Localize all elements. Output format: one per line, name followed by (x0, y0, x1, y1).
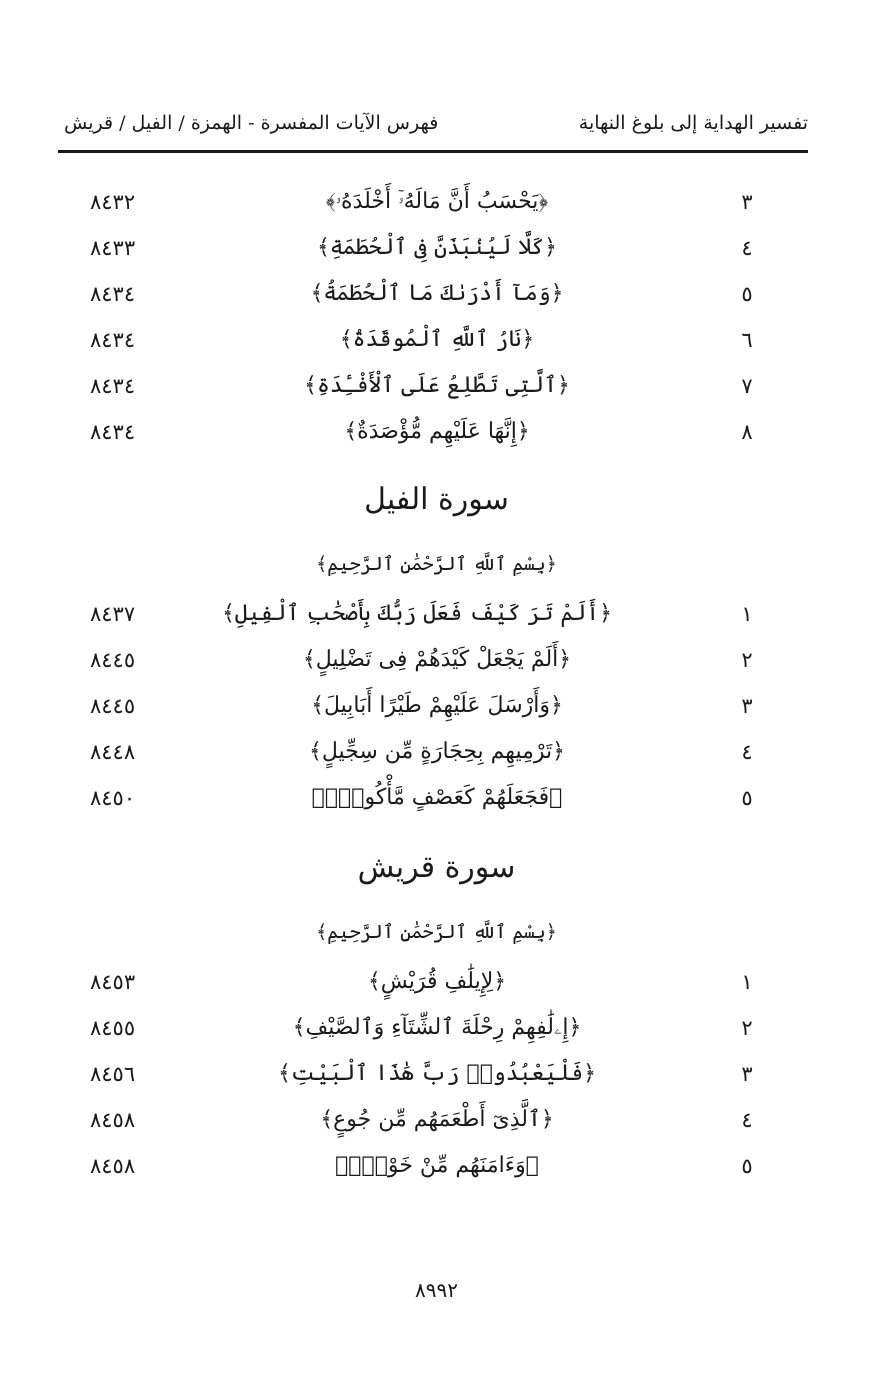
verse-text: ﴿إِۦلَٰفِهِمْ رِحْلَةَ ٱلشِّتَآءِ وَٱلصَّيْفِ﴾ (292, 1015, 582, 1040)
verse-number: ٥ (741, 1154, 753, 1178)
page-reference: ٨٤٤٨ (90, 740, 136, 764)
verse-text: ﴿وَمَآ أَدْرَىٰكَ مَا ٱلْحُطَمَةُ﴾ (310, 281, 564, 306)
index-row (0, 962, 873, 1002)
basmala: ﴿بِسْمِ ٱللَّهِ ٱلرَّحْمَٰنِ ٱلرَّحِيمِ﴾ (316, 553, 557, 575)
header-rule (58, 150, 808, 153)
section-title: فهرس الآيات المفسرة - الهمزة / الفيل / قريش (64, 112, 439, 134)
verse-number: ٨ (741, 420, 753, 444)
page-reference: ٨٤٣٤ (90, 374, 136, 398)
verse-text: ﴿أَلَمْ تَرَ كَيْفَ فَعَلَ رَبُّكَ بِأَصْحَٰبِ ٱلْفِيلِ﴾ (221, 601, 612, 626)
page-reference: ٨٤٤٥ (90, 694, 136, 718)
verse-number: ٣ (741, 190, 753, 214)
page-reference: ٨٤٥٦ (90, 1062, 136, 1086)
index-row (0, 320, 873, 360)
book-title: تفسير الهداية إلى بلوغ النهاية (578, 112, 808, 134)
index-row (0, 732, 873, 772)
verse-text: ﴿ٱلَّذِىٓ أَطْعَمَهُم مِّن جُوعٍ﴾ (320, 1107, 554, 1132)
page-reference: ٨٤٣٤ (90, 420, 136, 444)
page-reference: ٨٤٥٨ (90, 1108, 136, 1132)
page-reference: ٨٤٣٢ (90, 190, 136, 214)
page-number: ٨٩٩٢ (415, 1278, 458, 1302)
verse-text: ﴿نَارُ ٱللَّهِ ٱلْمُوقَدَةُ﴾ (339, 327, 535, 352)
page-reference: ٨٤٤٥ (90, 648, 136, 672)
verse-number: ١ (741, 970, 753, 994)
index-row (0, 366, 873, 406)
running-header (58, 112, 808, 146)
page-reference: ٨٤٣٧ (90, 602, 136, 626)
page-reference: ٨٤٥٨ (90, 1154, 136, 1178)
verse-text: ﴿كَلَّا لَيُنۢبَذَنَّ فِى ٱلْحُطَمَةِ﴾ (316, 235, 558, 260)
page-reference: ٨٤٣٤ (90, 282, 136, 306)
page-reference: ٨٤٥٣ (90, 970, 136, 994)
page-reference: ٨٤٥٠ (90, 786, 136, 810)
verse-text: ﴿لِإِيلَٰفِ قُرَيْشٍ﴾ (367, 969, 507, 994)
index-row (0, 412, 873, 452)
page-reference: ٨٤٣٤ (90, 328, 136, 352)
surah-heading: سورة قريش (357, 850, 516, 885)
verse-number: ٥ (741, 786, 753, 810)
verse-text: ﴿فَلْيَعْبُدُوا۟ رَبَّ هَٰذَا ٱلْبَيْتِ﴾ (277, 1061, 597, 1086)
index-row (0, 228, 873, 268)
page-reference: ٨٤٥٥ (90, 1016, 136, 1040)
verse-number: ٦ (741, 328, 753, 352)
index-row (0, 594, 873, 634)
verse-number: ٧ (741, 374, 753, 398)
index-row (0, 182, 873, 222)
index-row (0, 274, 873, 314)
verse-text: ﴿أَلَمْ يَجْعَلْ كَيْدَهُمْ فِى تَضْلِيلٍ﴾ (302, 647, 572, 672)
index-row (0, 686, 873, 726)
index-row (0, 1100, 873, 1140)
verse-text: ﴿إِنَّهَا عَلَيْهِم مُّؤْصَدَةٌ﴾ (344, 419, 530, 444)
index-row (0, 640, 873, 680)
verse-text: ﴿وَأَرْسَلَ عَلَيْهِمْ طَيْرًا أَبَابِيلَ﴾ (311, 693, 563, 718)
verse-number: ٤ (741, 740, 753, 764)
verse-text: ﴿ٱلَّتِى تَطَّلِعُ عَلَى ٱلْأَفْـِٔدَةِ﴾ (304, 373, 570, 398)
verse-number: ٤ (741, 1108, 753, 1132)
verse-text: ﴿فَجَعَلَهُمْ كَعَصْفٍ مَّأْكُولٍۭ﴾ (311, 785, 563, 810)
index-row (0, 1146, 873, 1186)
index-row (0, 778, 873, 818)
verse-number: ٢ (741, 1016, 753, 1040)
verse-number: ٥ (741, 282, 753, 306)
page-reference: ٨٤٣٣ (90, 236, 136, 260)
verse-text: ﴿تَرْمِيهِم بِحِجَارَةٍ مِّن سِجِّيلٍ﴾ (308, 739, 566, 764)
verse-number: ١ (741, 602, 753, 626)
basmala: ﴿بِسْمِ ٱللَّهِ ٱلرَّحْمَٰنِ ٱلرَّحِيمِ﴾ (316, 921, 557, 943)
verse-number: ٢ (741, 648, 753, 672)
index-row (0, 1054, 873, 1094)
verse-number: ٣ (741, 1062, 753, 1086)
verse-text: ﴿يَحْسَبُ أَنَّ مَالَهُۥٓ أَخْلَدَهُۥ﴾ (325, 189, 549, 214)
verse-number: ٣ (741, 694, 753, 718)
index-row (0, 1008, 873, 1048)
verse-number: ٤ (741, 236, 753, 260)
verse-text: ﴿وَءَامَنَهُم مِّنْ خَوْفٍۭ﴾ (335, 1153, 539, 1178)
surah-heading: سورة الفيل (364, 482, 509, 517)
